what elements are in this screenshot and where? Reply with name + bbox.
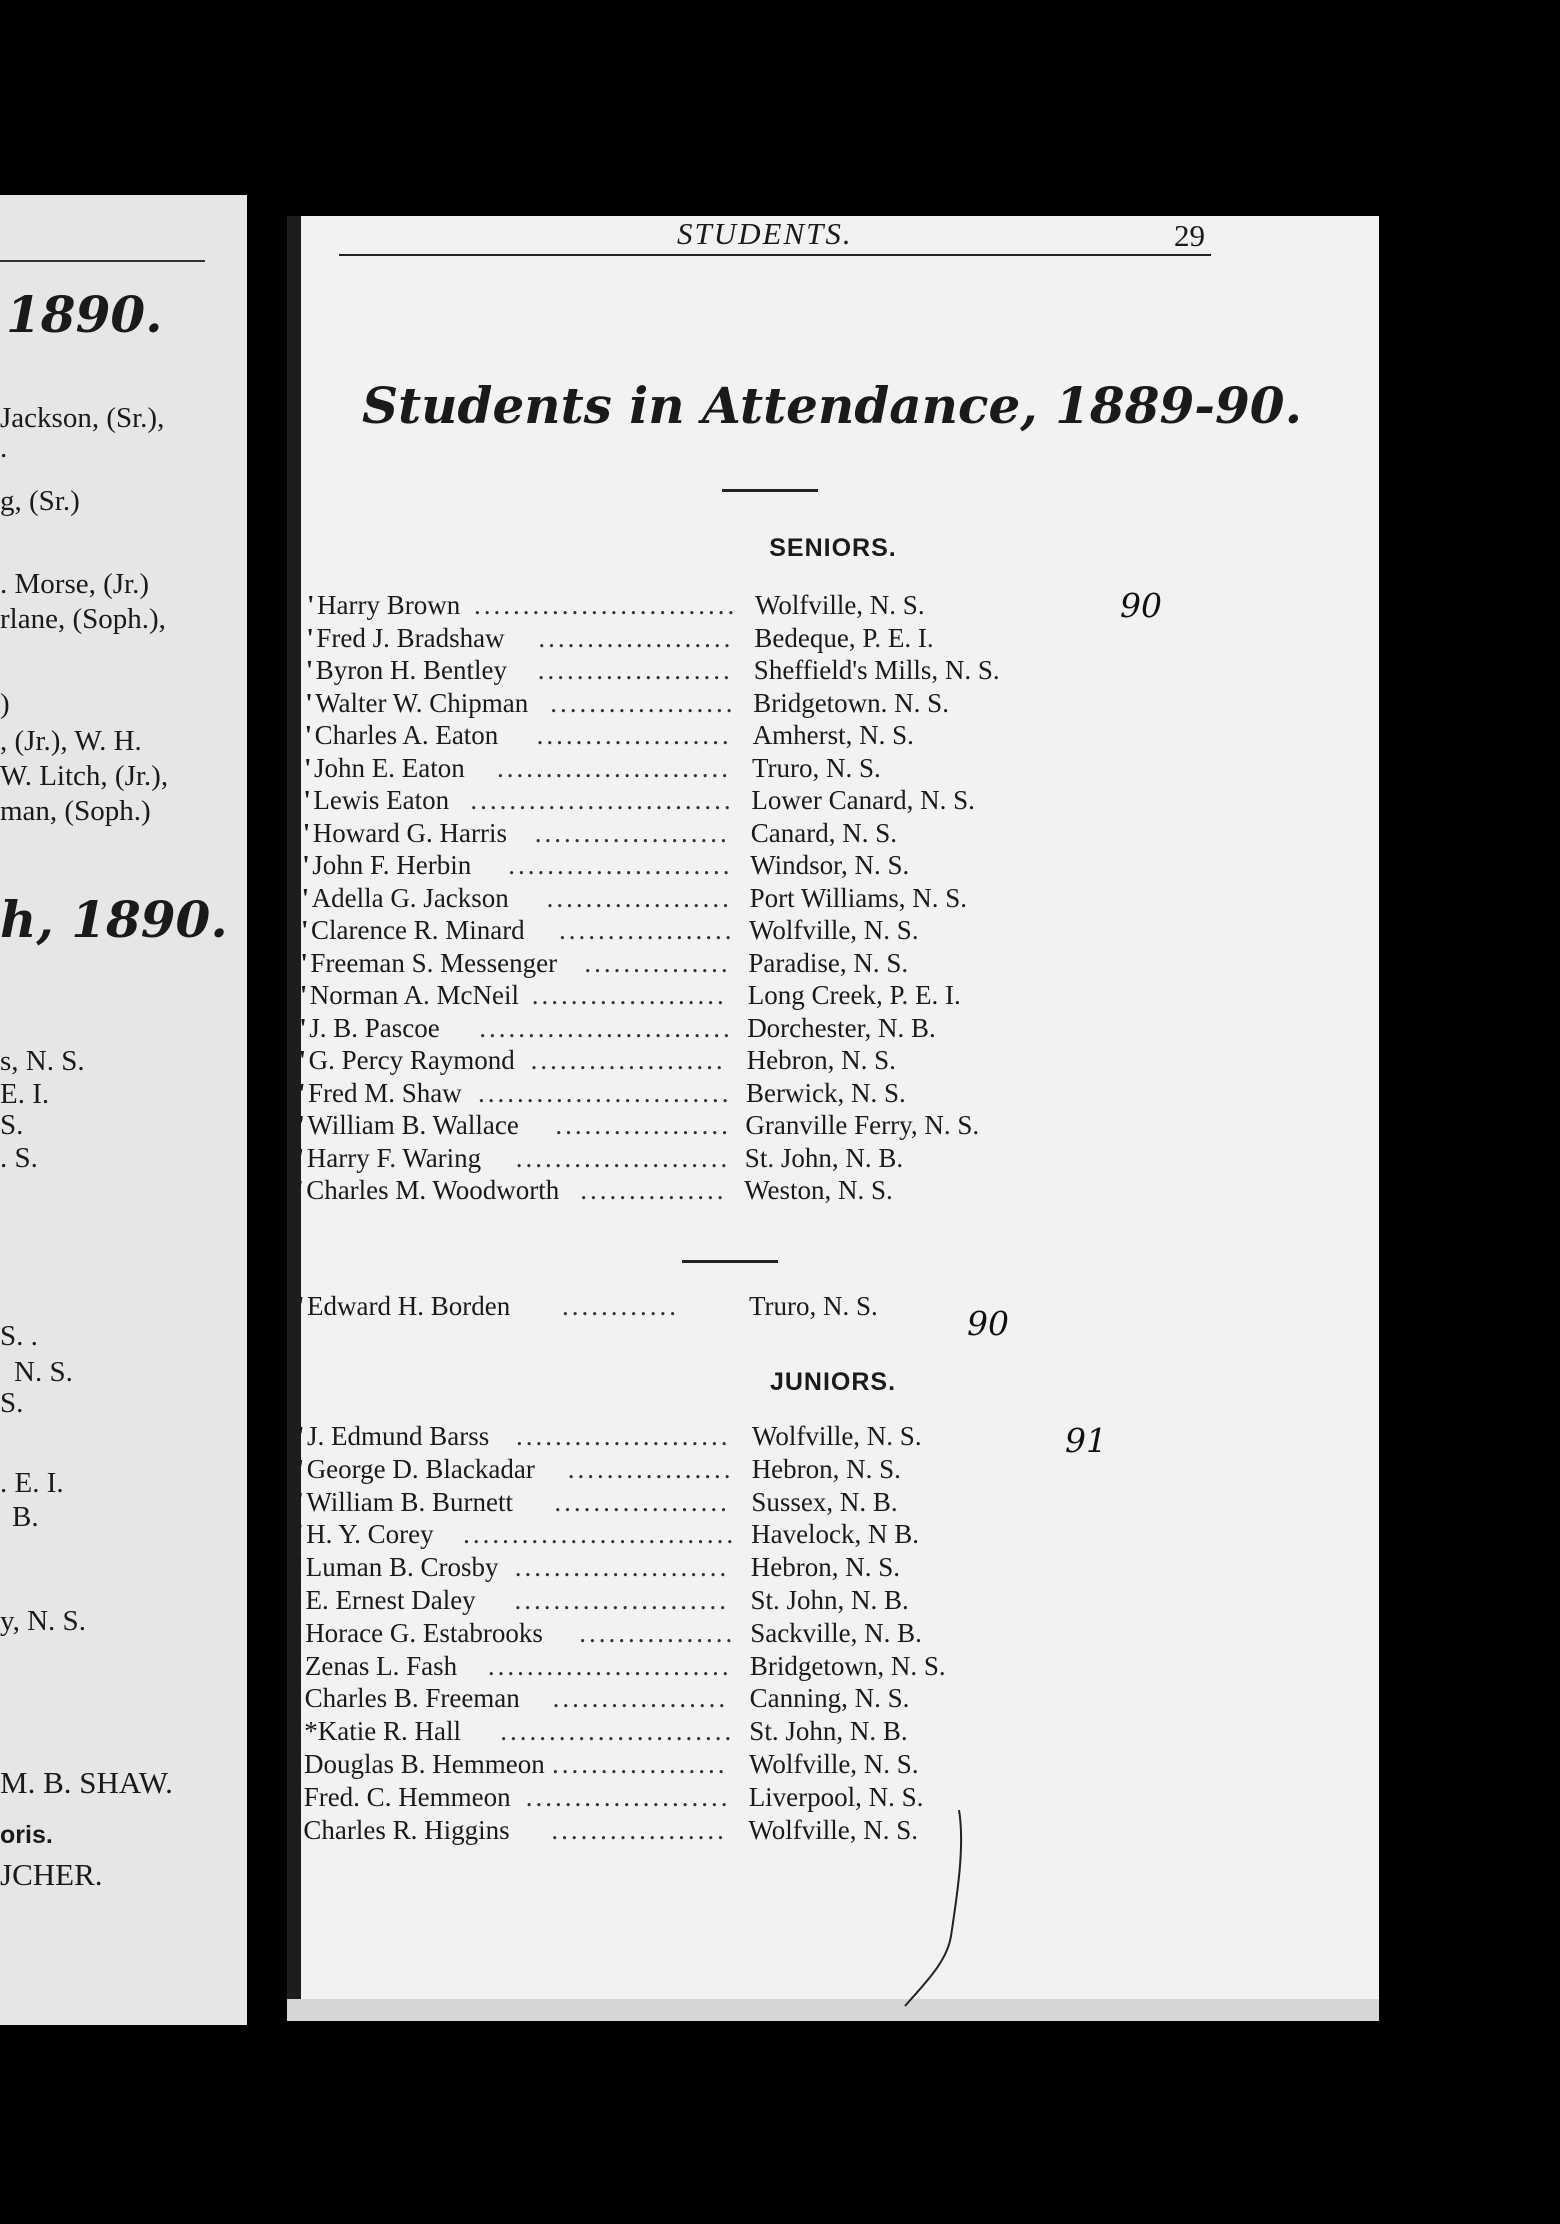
student-name: Adella G. Jackson — [311, 882, 509, 913]
tick-mark: ' — [306, 622, 314, 653]
student-name: Charles A. Eaton — [314, 720, 499, 750]
tick-mark: ' — [294, 1683, 303, 1714]
leader-dots: .................... — [534, 817, 730, 848]
leader-dots: .................... — [530, 1045, 726, 1075]
left-page-fragment — [0, 195, 247, 2025]
student-place: Hebron, N. S. — [750, 1552, 901, 1583]
student-place: Sheffield's Mills, N. S. — [753, 655, 1000, 685]
left-fragment: s, N. S. — [0, 1045, 85, 1077]
tick-mark: ' — [304, 720, 313, 750]
left-fragment: y, N. S. — [0, 1605, 86, 1637]
student-name: J. B. Pascoe — [309, 1012, 440, 1043]
tick-mark: ' — [305, 655, 314, 685]
tick-mark: ' — [303, 785, 311, 815]
tick-mark: ' — [298, 1077, 306, 1108]
handwritten-stroke — [897, 1806, 977, 2016]
student-name: Fred M. Shaw — [308, 1077, 462, 1108]
student-name: Zenas L. Fash — [304, 1650, 458, 1681]
student-place: Liverpool, N. S. — [748, 1781, 924, 1812]
student-place: Canning, N. S. — [749, 1683, 910, 1714]
student-name: Howard G. Harris — [312, 817, 507, 848]
left-fragment: man, (Soph.) — [0, 795, 151, 827]
student-place: Sackville, N. B. — [750, 1617, 922, 1648]
leader-dots: .......................... — [478, 1077, 732, 1108]
leader-dots: ........................ — [497, 752, 731, 783]
student-place: Port Williams, N. S. — [749, 882, 968, 913]
student-name: Edward H. Borden — [307, 1291, 511, 1321]
student-name: Fred. C. Hemmeon — [303, 1781, 511, 1812]
student-place: Hebron, N. S. — [751, 1453, 901, 1484]
tick-mark: ' — [297, 1421, 305, 1451]
leader-dots: .................... — [536, 720, 732, 750]
page-bottom-edge — [287, 1999, 1379, 2021]
student-name: Luman B. Crosby — [305, 1552, 499, 1583]
student-name: H. Y. Corey — [306, 1519, 434, 1550]
student-place: Wolfville, N. S. — [748, 1814, 918, 1845]
leader-dots: ...................... — [514, 1552, 730, 1583]
student-name: Lewis Eaton — [313, 785, 450, 815]
student-name: Norman A. McNeil — [309, 980, 520, 1010]
left-fragment: N. S. — [14, 1356, 73, 1388]
tick-mark: ' — [299, 980, 308, 1010]
handwritten-mark: 90 — [1120, 586, 1162, 625]
leader-dots: .................. — [554, 1486, 730, 1517]
student-name: J. Edmund Barss — [307, 1421, 490, 1451]
tick-mark: ' — [294, 1749, 302, 1779]
leader-dots: ........................... — [474, 590, 738, 620]
tick-mark: ' — [298, 1045, 307, 1075]
student-name: William B. Wallace — [307, 1110, 519, 1140]
seniors-heading: SENIORS. — [769, 534, 897, 562]
student-name: John E. Eaton — [314, 752, 465, 783]
left-fragment: h, 1890. — [0, 890, 228, 949]
left-fragment: S. . — [0, 1320, 38, 1352]
left-fragment: Jackson, (Sr.), — [0, 402, 165, 434]
page-number: 29 — [1174, 218, 1205, 253]
leader-dots: ...................... — [515, 1142, 731, 1173]
tick-mark: ' — [295, 1617, 303, 1648]
tick-mark: ' — [293, 1814, 301, 1845]
tick-mark: ' — [297, 1291, 305, 1321]
leader-dots: ............... — [580, 1175, 727, 1205]
left-fragment: . E. I. — [0, 1467, 64, 1499]
leader-dots: .................... — [531, 980, 727, 1010]
student-name: Horace G. Estabrooks — [305, 1617, 543, 1648]
tick-mark: ' — [307, 590, 315, 620]
student-name: Harry F. Waring — [306, 1142, 482, 1173]
leader-dots: .................... — [538, 622, 734, 653]
student-name: Harry Brown — [317, 590, 461, 620]
left-fragment: , (Jr.), W. H. — [0, 725, 142, 757]
student-place: Wolfville, N. S. — [755, 590, 925, 620]
juniors-heading: JUNIORS. — [769, 1368, 897, 1396]
left-fragment: M. B. SHAW. — [0, 1765, 173, 1800]
student-name: Walter W. Chipman — [315, 687, 529, 718]
student-name: *Katie R. Hall — [304, 1716, 462, 1747]
header-rule — [339, 254, 1211, 256]
left-fragment: JCHER. — [0, 1857, 103, 1892]
student-place: Truro, N. S. — [749, 1291, 878, 1321]
tick-mark: ' — [296, 1175, 304, 1205]
tick-mark: ' — [295, 1585, 304, 1615]
student-name: George D. Blackadar — [306, 1453, 535, 1484]
left-fragment: oris. — [0, 1821, 53, 1849]
leader-dots: ...................... — [514, 1585, 729, 1615]
leader-dots: ................. — [567, 1453, 734, 1484]
student-place: Sussex, N. B. — [751, 1486, 898, 1517]
handwritten-mark: 90 — [967, 1304, 1009, 1343]
student-place: Paradise, N. S. — [748, 947, 909, 978]
left-page-top-rule — [0, 260, 205, 262]
student-place: Wolfville, N. S. — [749, 915, 919, 945]
student-place: Dorchester, N. B. — [747, 1012, 936, 1043]
student-place: Weston, N. S. — [744, 1175, 893, 1205]
student-place: Amherst, N. S. — [752, 720, 914, 750]
student-name: William B. Burnett — [306, 1486, 514, 1517]
left-fragment: . S. — [0, 1142, 38, 1174]
student-place: Long Creek, P. E. I. — [747, 980, 961, 1010]
student-name: John F. Herbin — [312, 850, 472, 880]
student-name: Fred J. Bradshaw — [316, 622, 505, 653]
student-place: Hebron, N. S. — [746, 1045, 896, 1075]
student-place: Truro, N. S. — [752, 752, 881, 783]
tick-mark: ' — [302, 850, 310, 880]
leader-dots: .................. — [552, 1749, 728, 1779]
student-place: St. John, N. B. — [749, 1716, 908, 1747]
left-fragment: . Morse, (Jr.) — [0, 568, 150, 600]
leader-dots: ...................... — [516, 1421, 731, 1451]
left-fragment: rlane, (Soph.), — [0, 603, 166, 635]
student-place: St. John, N. B. — [750, 1585, 909, 1615]
page-title: Students in Attendance, 1889-90. — [361, 376, 1303, 435]
leader-dots: ................... — [546, 882, 732, 913]
tick-mark: ' — [297, 1110, 305, 1140]
tick-mark: ' — [296, 1486, 304, 1517]
student-place: Bedeque, P. E. I. — [754, 622, 934, 653]
student-place: Bridgetown. N. S. — [753, 687, 949, 718]
left-fragment: S. — [0, 1109, 24, 1141]
leader-dots: ............................ — [463, 1519, 737, 1550]
leader-dots: ............... — [584, 947, 731, 978]
tick-mark: ' — [296, 1453, 305, 1484]
student-place: Wolfville, N. S. — [749, 1749, 919, 1779]
leader-dots: .......................... — [479, 1012, 733, 1043]
student-name: G. Percy Raymond — [308, 1045, 515, 1075]
student-place: Berwick, N. S. — [746, 1077, 906, 1108]
left-fragment: W. Litch, (Jr.), — [0, 760, 169, 792]
tick-mark: ' — [299, 1012, 307, 1043]
tick-mark: ' — [293, 1781, 302, 1812]
student-place: Havelock, N B. — [751, 1519, 920, 1550]
student-name: Freeman S. Messenger — [310, 947, 558, 978]
left-fragment: . — [0, 432, 8, 464]
student-name: Clarence R. Minard — [311, 915, 525, 945]
student-name: E. Ernest Daley — [305, 1585, 476, 1615]
handwritten-mark: 91 — [1065, 1421, 1107, 1460]
student-name: Charles B. Freeman — [304, 1683, 520, 1714]
tick-mark: ' — [302, 817, 311, 848]
left-fragment: E. I. — [0, 1078, 50, 1110]
tick-mark: ' — [294, 1716, 302, 1747]
leader-dots: ................... — [550, 687, 736, 718]
left-fragment: B. — [12, 1501, 39, 1533]
running-head: STUDENTS. — [677, 216, 853, 251]
leader-dots: .................. — [552, 1683, 729, 1714]
right-page — [287, 216, 1379, 2021]
section-rule — [682, 1260, 778, 1263]
student-place: Wolfville, N. S. — [752, 1421, 922, 1451]
tick-mark: ' — [305, 687, 313, 718]
left-fragment: ) — [0, 688, 10, 720]
leader-dots: ................ — [579, 1617, 736, 1648]
student-place: Canard, N. S. — [750, 817, 898, 848]
student-name: Byron H. Bentley — [315, 655, 508, 685]
leader-dots: .................. — [555, 1110, 731, 1140]
tick-mark: ' — [296, 1519, 304, 1550]
leader-dots: .................... — [537, 655, 733, 685]
student-place: Granville Ferry, N. S. — [745, 1110, 980, 1140]
left-fragment: S. — [0, 1387, 24, 1419]
tick-mark: ' — [301, 882, 310, 913]
student-name: Charles M. Woodworth — [306, 1175, 560, 1205]
leader-dots: .................. — [559, 915, 735, 945]
leader-dots: ........................... — [470, 785, 734, 815]
leader-dots: ..................... — [525, 1781, 731, 1812]
title-rule — [722, 489, 818, 492]
tick-mark: ' — [296, 1142, 305, 1173]
leader-dots: ....................... — [508, 850, 733, 880]
leader-dots: ......................... — [487, 1650, 732, 1681]
tick-mark: ' — [301, 915, 309, 945]
leader-dots: ............ — [562, 1291, 679, 1321]
student-place: Lower Canard, N. S. — [751, 785, 975, 815]
left-fragment: g, (Sr.) — [0, 485, 80, 517]
tick-mark: ' — [294, 1650, 303, 1681]
tick-mark: ' — [295, 1552, 304, 1583]
student-name: Douglas B. Hemmeon — [304, 1749, 545, 1779]
leader-dots: ........................ — [500, 1716, 735, 1747]
student-name: Charles R. Higgins — [303, 1814, 510, 1845]
student-place: Windsor, N. S. — [750, 850, 910, 880]
tick-mark: ' — [304, 752, 312, 783]
tick-mark: ' — [300, 947, 308, 978]
student-place: St. John, N. B. — [744, 1142, 904, 1173]
student-place: Bridgetown, N. S. — [749, 1650, 946, 1681]
left-fragment: 1890. — [6, 285, 163, 344]
leader-dots: .................. — [551, 1814, 727, 1845]
